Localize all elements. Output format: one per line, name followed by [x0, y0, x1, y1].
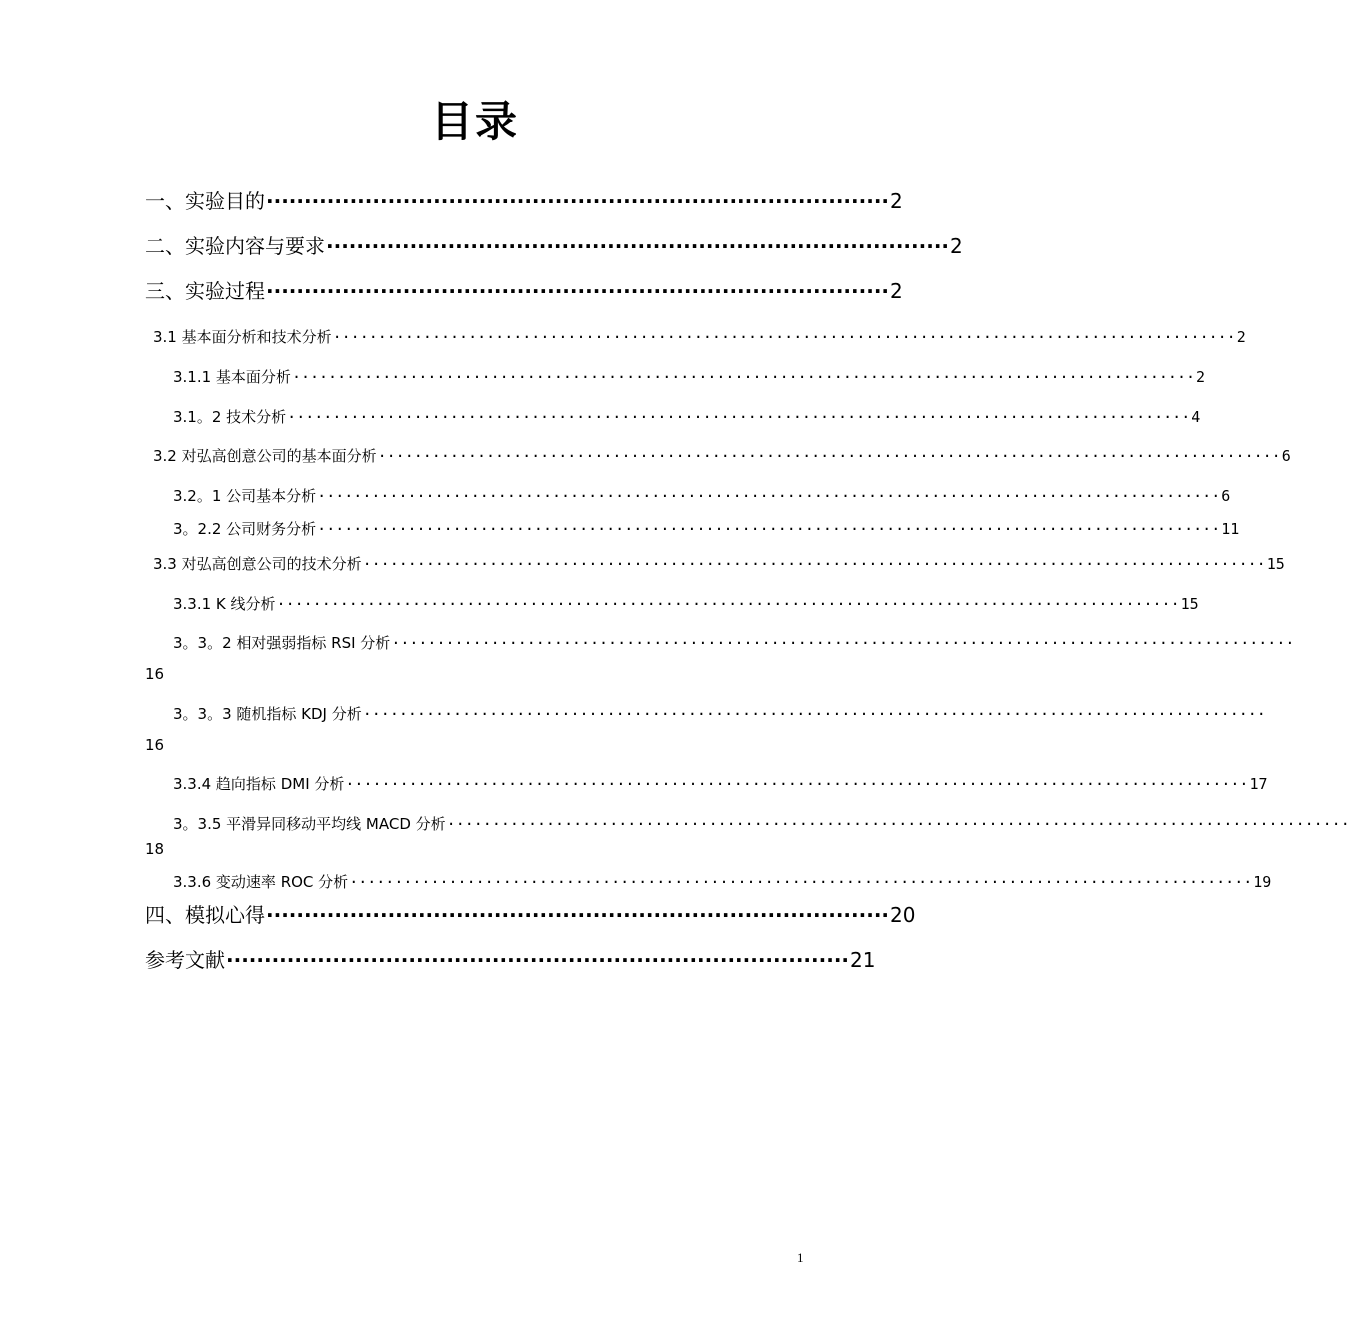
toc-entry-text: 三、实验过程 — [145, 279, 265, 303]
dot-leader: ·················································································· — [266, 189, 890, 213]
toc-entry-text: 3.2 对弘高创意公司的基本面分析 — [153, 447, 377, 465]
toc-entry-text: 3。3。2 相对强弱指标 RSI 分析 — [173, 634, 391, 652]
toc-entry-page: 19 — [1253, 873, 1272, 891]
toc-entry-3-3-6[interactable] — [173, 871, 1272, 893]
dot-leader: ···································································································· — [377, 447, 1281, 465]
page-number: 1 — [797, 1250, 804, 1265]
dot-leader: ···································································································· — [362, 555, 1266, 573]
toc-entry-page: 2 — [1196, 368, 1206, 386]
toc-entry-text: 四、模拟心得 — [145, 903, 265, 927]
toc-entry-page: 15 — [1180, 595, 1199, 613]
dot-leader: ···································································································· — [317, 487, 1221, 505]
dot-leader: ···································································································· — [287, 408, 1191, 426]
toc-entry-page: 11 — [1221, 520, 1240, 538]
dot-leader: ···································································································· — [362, 705, 1266, 723]
toc-entry-text: 一、实验目的 — [145, 189, 265, 213]
toc-entry-text: 3.3.4 趋向指标 DMI 分析 — [173, 775, 345, 793]
toc-entry-text: 3.3.6 变动速率 ROC 分析 — [173, 873, 349, 891]
toc-entry-text: 3.1。2 技术分析 — [173, 408, 287, 426]
toc-entry-3-1-1[interactable] — [173, 366, 1206, 388]
toc-entry-page: 2 — [1236, 328, 1246, 346]
toc-entry-3-3[interactable] — [153, 553, 1285, 575]
toc-entry-page: 6 — [1281, 447, 1291, 465]
toc-entry-page: 2 — [890, 189, 903, 213]
toc-entry-page: 15 — [1266, 555, 1285, 573]
toc-entry-3-3-1[interactable] — [173, 593, 1199, 615]
toc-entry-text: 3。3。3 随机指标 KDJ 分析 — [173, 705, 362, 723]
toc-entry-page: 6 — [1221, 487, 1231, 505]
dot-leader: ···································································································· — [332, 328, 1236, 346]
toc-entry-text: 二、实验内容与要求 — [145, 234, 325, 258]
toc-entry-page-wrapped: 16 — [145, 665, 165, 683]
toc-entry-3[interactable] — [145, 276, 903, 306]
toc-entry-3-2-1[interactable] — [173, 485, 1231, 507]
dot-leader: ···································································································· — [446, 815, 1350, 833]
toc-entry-page-wrapped: 16 — [145, 736, 165, 754]
toc-title: 目录 — [430, 97, 519, 146]
toc-entry-3-1-2[interactable] — [173, 406, 1201, 428]
toc-entry-page: 17 — [1249, 775, 1268, 793]
dot-leader: ·················································································· — [266, 279, 890, 303]
toc-entry-text: 3。2.2 公司财务分析 — [173, 520, 317, 538]
toc-entry-3-3-2[interactable] — [173, 632, 1295, 654]
dot-leader: ···································································································· — [317, 520, 1221, 538]
toc-entry-page: 21 — [850, 948, 876, 972]
toc-entry-3-3-3[interactable] — [173, 703, 1266, 725]
toc-entry-3-2-2[interactable] — [173, 518, 1240, 540]
toc-entry-2[interactable] — [145, 231, 963, 261]
toc-entry-page-wrapped: 18 — [145, 840, 165, 858]
toc-entry-3-3-4[interactable] — [173, 773, 1268, 795]
toc-entry-3-3-5[interactable] — [173, 813, 1350, 835]
toc-entry-page: 20 — [890, 903, 916, 927]
dot-leader: ···································································································· — [345, 775, 1249, 793]
toc-entry-3-2[interactable] — [153, 445, 1291, 467]
toc-entry-text: 3.1 基本面分析和技术分析 — [153, 328, 332, 346]
toc-entry-text: 3.3 对弘高创意公司的技术分析 — [153, 555, 362, 573]
toc-entry-text: 参考文献 — [145, 948, 225, 972]
toc-entry-text: 3.2。1 公司基本分析 — [173, 487, 317, 505]
toc-entry-text: 3.3.1 K 线分析 — [173, 595, 276, 613]
dot-leader: ···································································································· — [291, 368, 1196, 386]
dot-leader: ·················································································· — [226, 948, 850, 972]
toc-entry-text: 3。3.5 平滑异同移动平均线 MACD 分析 — [173, 815, 446, 833]
dot-leader: ·················································································· — [266, 903, 890, 927]
toc-entry-1[interactable] — [145, 186, 903, 216]
dot-leader: ·················································································· — [326, 234, 950, 258]
toc-entry-text: 3.1.1 基本面分析 — [173, 368, 291, 386]
toc-entry-page: 2 — [950, 234, 963, 258]
toc-entry-page: 4 — [1191, 408, 1201, 426]
dot-leader: ···································································································· — [349, 873, 1253, 891]
toc-entry-3-1[interactable] — [153, 326, 1246, 348]
dot-leader: ···································································································· — [276, 595, 1180, 613]
dot-leader: ···································································································· — [391, 634, 1295, 652]
toc-entry-page: 2 — [890, 279, 903, 303]
toc-entry-4[interactable] — [145, 900, 916, 930]
toc-entry-references[interactable] — [145, 945, 876, 975]
